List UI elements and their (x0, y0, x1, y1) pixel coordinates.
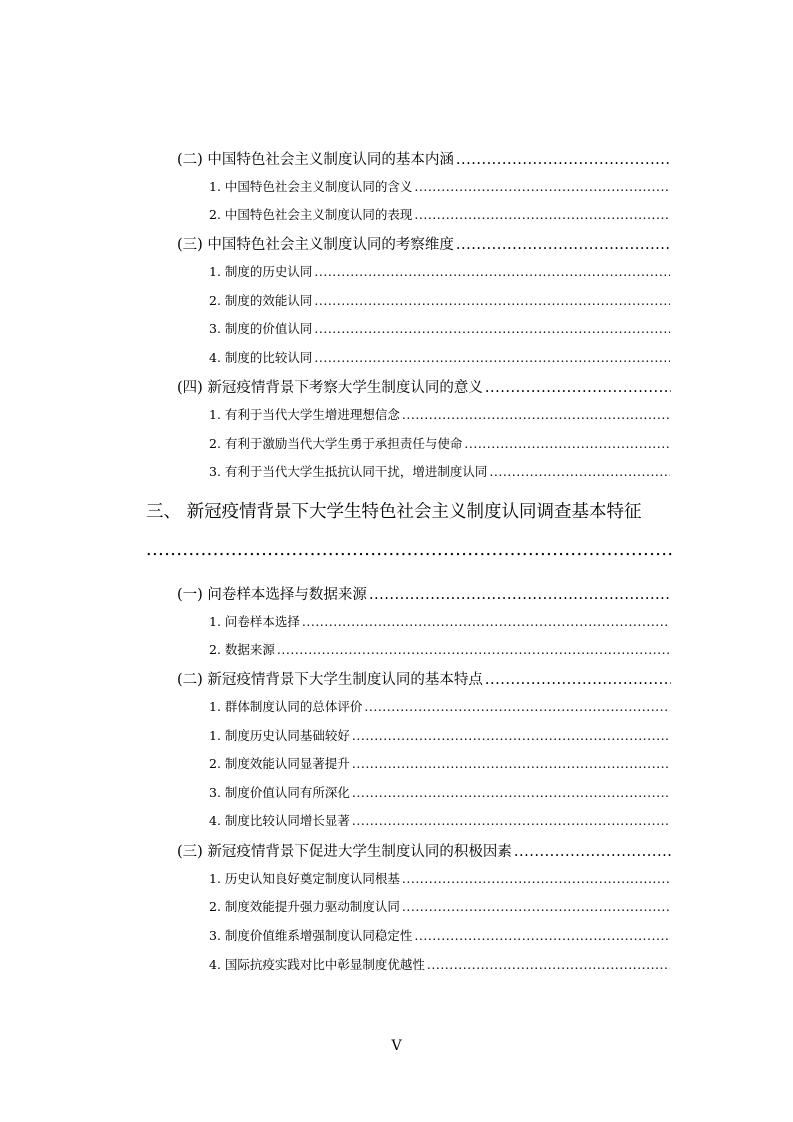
toc-leader (514, 844, 671, 860)
toc-leader (369, 587, 671, 603)
toc-entry-text: 1. 制度历史认同基础较好 (209, 728, 350, 743)
toc-leader (456, 152, 671, 168)
toc-entry-text: 2. 有利于激励当代大学生勇于承担责任与使命 (209, 436, 463, 451)
toc-entry-text: 3. 有利于当代大学生抵抗认同干扰，增进制度认同 (209, 464, 488, 479)
toc-leader (402, 899, 670, 914)
toc-entry[interactable] (209, 262, 670, 280)
toc-entry[interactable] (209, 640, 670, 658)
toc-leader (314, 350, 670, 365)
toc-entry-text: 3. 制度价值认同有所深化 (209, 785, 350, 800)
toc-leader (485, 672, 671, 688)
toc-entry-text: 1. 有利于当代大学生增进理想信念 (209, 407, 400, 422)
toc-entry[interactable] (177, 148, 671, 169)
toc-entry[interactable] (177, 668, 671, 689)
toc-entry-text: 4. 国际抗疫实践对比中彰显制度优越性 (209, 957, 425, 972)
toc-entry-text: (二) 中国特色社会主义制度认同的基本内涵 (177, 152, 454, 168)
toc-leader (314, 293, 670, 308)
toc-entry[interactable] (209, 348, 670, 366)
toc-entry-text: 2. 制度的效能认同 (209, 293, 313, 308)
toc-leader (314, 321, 670, 336)
toc-entry[interactable] (209, 462, 670, 480)
toc-entry-text: 2. 中国特色社会主义制度认同的表现 (209, 207, 413, 222)
toc-leader (402, 407, 670, 422)
toc-leader (414, 928, 670, 943)
toc-entry-text: (四) 新冠疫情背景下考察大学生制度认同的意义 (177, 380, 483, 396)
toc-entry[interactable] (209, 319, 670, 337)
toc-entry[interactable] (209, 177, 670, 195)
toc-entry[interactable] (209, 897, 670, 915)
toc-entry-text: 1. 历史认知良好奠定制度认同根基 (209, 871, 400, 886)
toc-entry-text: 1. 中国特色社会主义制度认同的含义 (209, 179, 413, 194)
toc-entry-text: 2. 制度效能提升强力驱动制度认同 (209, 899, 400, 914)
toc-entry-text: 2. 制度效能认同显著提升 (209, 756, 350, 771)
toc-entry[interactable] (209, 205, 670, 223)
toc-entry-text: 1. 群体制度认同的总体评价 (209, 699, 363, 714)
toc-entry[interactable] (177, 233, 671, 254)
toc-leader (464, 436, 670, 451)
toc-entry-text: (三) 新冠疫情背景下促进大学生制度认同的积极因素 (177, 844, 512, 860)
toc-entry[interactable] (209, 955, 670, 973)
toc-leader (352, 785, 670, 800)
toc-leader (314, 264, 670, 279)
toc-entry[interactable] (209, 612, 670, 630)
toc-leader (427, 957, 670, 972)
toc-entry[interactable] (209, 434, 670, 452)
toc-entry[interactable] (209, 869, 670, 887)
toc-chapter-leader (146, 540, 672, 560)
toc-entry-text: 3. 制度价值维系增强制度认同稳定性 (209, 928, 413, 943)
toc-leader (489, 464, 670, 479)
toc-entry[interactable] (177, 376, 671, 397)
toc-entry-text: 4. 制度比较认同增长显著 (209, 813, 350, 828)
toc-leader (485, 380, 671, 396)
toc-leader (414, 207, 670, 222)
toc-entry-text: (三) 中国特色社会主义制度认同的考察维度 (177, 237, 454, 253)
toc-chapter-text: 三、 新冠疫情背景下大学生特色社会主义制度认同调查基本特征 (146, 502, 642, 522)
toc-entry[interactable] (209, 726, 670, 744)
toc-entry[interactable] (177, 840, 671, 861)
toc-entry-text: (二) 新冠疫情背景下大学生制度认同的基本特点 (177, 672, 483, 688)
toc-chapter-entry[interactable] (146, 498, 672, 523)
toc-leader (277, 642, 670, 657)
toc-leader (302, 614, 670, 629)
toc-leader (414, 179, 670, 194)
toc-entry[interactable] (209, 783, 670, 801)
toc-entry-text: 4. 制度的比较认同 (209, 350, 313, 365)
toc-entry[interactable] (209, 754, 670, 772)
toc-leader (402, 871, 670, 886)
toc-entry-text: (一) 问卷样本选择与数据来源 (177, 587, 367, 603)
toc-leader (352, 728, 670, 743)
toc-leader (352, 756, 670, 771)
toc-entry[interactable] (209, 811, 670, 829)
toc-leader (352, 813, 670, 828)
toc-entry-text: 3. 制度的价值认同 (209, 321, 313, 336)
toc-leader (364, 699, 670, 714)
toc-entry[interactable] (177, 583, 671, 604)
toc-entry-text: 1. 问卷样本选择 (209, 614, 300, 629)
page-number: V (391, 1038, 402, 1054)
toc-entry[interactable] (209, 291, 670, 309)
toc-entry[interactable] (209, 697, 670, 715)
toc-leader (456, 237, 671, 253)
toc-entry[interactable] (209, 405, 670, 423)
toc-entry-text: 2. 数据来源 (209, 642, 275, 657)
toc-entry-text: 1. 制度的历史认同 (209, 264, 313, 279)
toc-entry[interactable] (209, 926, 670, 944)
